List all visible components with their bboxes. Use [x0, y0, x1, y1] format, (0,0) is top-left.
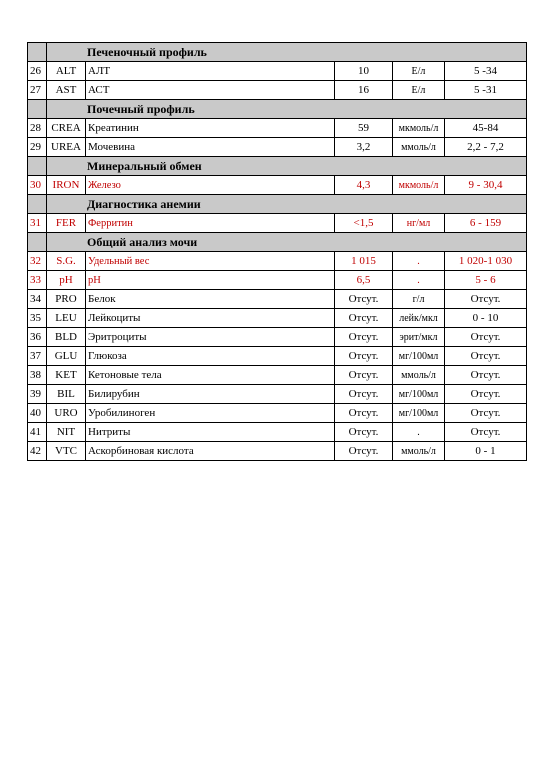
table-row — [28, 385, 527, 404]
result-value: Отсут. — [335, 423, 393, 442]
section-header-row — [28, 43, 527, 62]
table-row — [28, 404, 527, 423]
section-title: Общий анализ мочи — [47, 233, 527, 252]
row-number: 34 — [28, 290, 47, 309]
test-name: Креатинин — [86, 119, 335, 138]
test-name: Уробилиноген — [86, 404, 335, 423]
test-name: Глюкоза — [86, 347, 335, 366]
test-code: ALT — [47, 62, 86, 81]
test-name: Железо — [86, 176, 335, 195]
test-code: CREA — [47, 119, 86, 138]
test-code: NIT — [47, 423, 86, 442]
reference-range: Отсут. — [445, 385, 527, 404]
row-number: 41 — [28, 423, 47, 442]
row-number: 38 — [28, 366, 47, 385]
test-code: VTC — [47, 442, 86, 461]
test-code: PRO — [47, 290, 86, 309]
result-value: Отсут. — [335, 290, 393, 309]
reference-range: 1 020-1 030 — [445, 252, 527, 271]
row-number: 32 — [28, 252, 47, 271]
result-unit: г/л — [393, 290, 445, 309]
row-number: 37 — [28, 347, 47, 366]
test-code: FER — [47, 214, 86, 233]
lab-results-table — [27, 42, 527, 461]
section-header-spacer — [28, 157, 47, 176]
result-unit: ммоль/л — [393, 442, 445, 461]
test-name: Эритроциты — [86, 328, 335, 347]
result-value: 10 — [335, 62, 393, 81]
section-header-row — [28, 195, 527, 214]
row-number: 35 — [28, 309, 47, 328]
reference-range: Отсут. — [445, 366, 527, 385]
table-row — [28, 119, 527, 138]
test-name: pH — [86, 271, 335, 290]
table-row — [28, 423, 527, 442]
table-row — [28, 328, 527, 347]
result-unit: мкмоль/л — [393, 119, 445, 138]
row-number: 33 — [28, 271, 47, 290]
result-unit: Е/л — [393, 62, 445, 81]
table-row — [28, 176, 527, 195]
result-value: 1 015 — [335, 252, 393, 271]
reference-range: Отсут. — [445, 328, 527, 347]
result-unit: . — [393, 423, 445, 442]
section-header-row — [28, 157, 527, 176]
section-title: Печеночный профиль — [47, 43, 527, 62]
section-title: Диагностика анемии — [47, 195, 527, 214]
test-code: IRON — [47, 176, 86, 195]
reference-range: Отсут. — [445, 423, 527, 442]
result-value: <1,5 — [335, 214, 393, 233]
result-unit: мг/100мл — [393, 385, 445, 404]
reference-range: 0 - 10 — [445, 309, 527, 328]
result-unit: Е/л — [393, 81, 445, 100]
result-unit: лейк/мкл — [393, 309, 445, 328]
section-header-spacer — [28, 195, 47, 214]
result-unit: . — [393, 252, 445, 271]
test-name: Нитриты — [86, 423, 335, 442]
reference-range: 9 - 30,4 — [445, 176, 527, 195]
result-unit: эрит/мкл — [393, 328, 445, 347]
test-name: Мочевина — [86, 138, 335, 157]
test-code: URO — [47, 404, 86, 423]
test-name: Белок — [86, 290, 335, 309]
test-code: BIL — [47, 385, 86, 404]
table-row — [28, 62, 527, 81]
result-value: 59 — [335, 119, 393, 138]
result-value: Отсут. — [335, 404, 393, 423]
test-code: LEU — [47, 309, 86, 328]
lab-results-body — [28, 43, 527, 461]
reference-range: 5 -34 — [445, 62, 527, 81]
row-number: 31 — [28, 214, 47, 233]
table-row — [28, 290, 527, 309]
section-title: Почечный профиль — [47, 100, 527, 119]
test-name: Аскорбиновая кислота — [86, 442, 335, 461]
result-unit: мг/100мл — [393, 347, 445, 366]
table-row — [28, 81, 527, 100]
reference-range: Отсут. — [445, 290, 527, 309]
row-number: 26 — [28, 62, 47, 81]
test-code: KET — [47, 366, 86, 385]
test-code: UREA — [47, 138, 86, 157]
section-title: Минеральный обмен — [47, 157, 527, 176]
reference-range: Отсут. — [445, 404, 527, 423]
test-name: АЛТ — [86, 62, 335, 81]
section-header-row — [28, 100, 527, 119]
result-unit: . — [393, 271, 445, 290]
result-value: Отсут. — [335, 366, 393, 385]
result-unit: мг/100мл — [393, 404, 445, 423]
table-row — [28, 347, 527, 366]
reference-range: Отсут. — [445, 347, 527, 366]
table-row — [28, 309, 527, 328]
row-number: 29 — [28, 138, 47, 157]
result-value: Отсут. — [335, 347, 393, 366]
result-unit: ммоль/л — [393, 366, 445, 385]
table-row — [28, 138, 527, 157]
test-code: pH — [47, 271, 86, 290]
section-header-spacer — [28, 233, 47, 252]
row-number: 36 — [28, 328, 47, 347]
result-unit: нг/мл — [393, 214, 445, 233]
table-row — [28, 366, 527, 385]
reference-range: 0 - 1 — [445, 442, 527, 461]
test-code: BLD — [47, 328, 86, 347]
reference-range: 6 - 159 — [445, 214, 527, 233]
test-name: Лейкоциты — [86, 309, 335, 328]
result-value: 16 — [335, 81, 393, 100]
result-value: Отсут. — [335, 385, 393, 404]
result-value: Отсут. — [335, 328, 393, 347]
test-name: Удельный вес — [86, 252, 335, 271]
row-number: 39 — [28, 385, 47, 404]
section-header-row — [28, 233, 527, 252]
test-name: Ферритин — [86, 214, 335, 233]
table-row — [28, 252, 527, 271]
result-value: 4,3 — [335, 176, 393, 195]
result-value: 6,5 — [335, 271, 393, 290]
test-code: S.G. — [47, 252, 86, 271]
result-value: Отсут. — [335, 309, 393, 328]
row-number: 27 — [28, 81, 47, 100]
test-code: GLU — [47, 347, 86, 366]
table-row — [28, 442, 527, 461]
test-name: Кетоновые тела — [86, 366, 335, 385]
table-row — [28, 214, 527, 233]
reference-range: 45-84 — [445, 119, 527, 138]
reference-range: 5 -31 — [445, 81, 527, 100]
row-number: 30 — [28, 176, 47, 195]
reference-range: 2,2 - 7,2 — [445, 138, 527, 157]
reference-range: 5 - 6 — [445, 271, 527, 290]
test-code: AST — [47, 81, 86, 100]
result-unit: мкмоль/л — [393, 176, 445, 195]
section-header-spacer — [28, 43, 47, 62]
row-number: 28 — [28, 119, 47, 138]
section-header-spacer — [28, 100, 47, 119]
result-unit: ммоль/л — [393, 138, 445, 157]
result-value: Отсут. — [335, 442, 393, 461]
result-value: 3,2 — [335, 138, 393, 157]
table-row — [28, 271, 527, 290]
test-name: Билирубин — [86, 385, 335, 404]
test-name: АСТ — [86, 81, 335, 100]
row-number: 42 — [28, 442, 47, 461]
row-number: 40 — [28, 404, 47, 423]
